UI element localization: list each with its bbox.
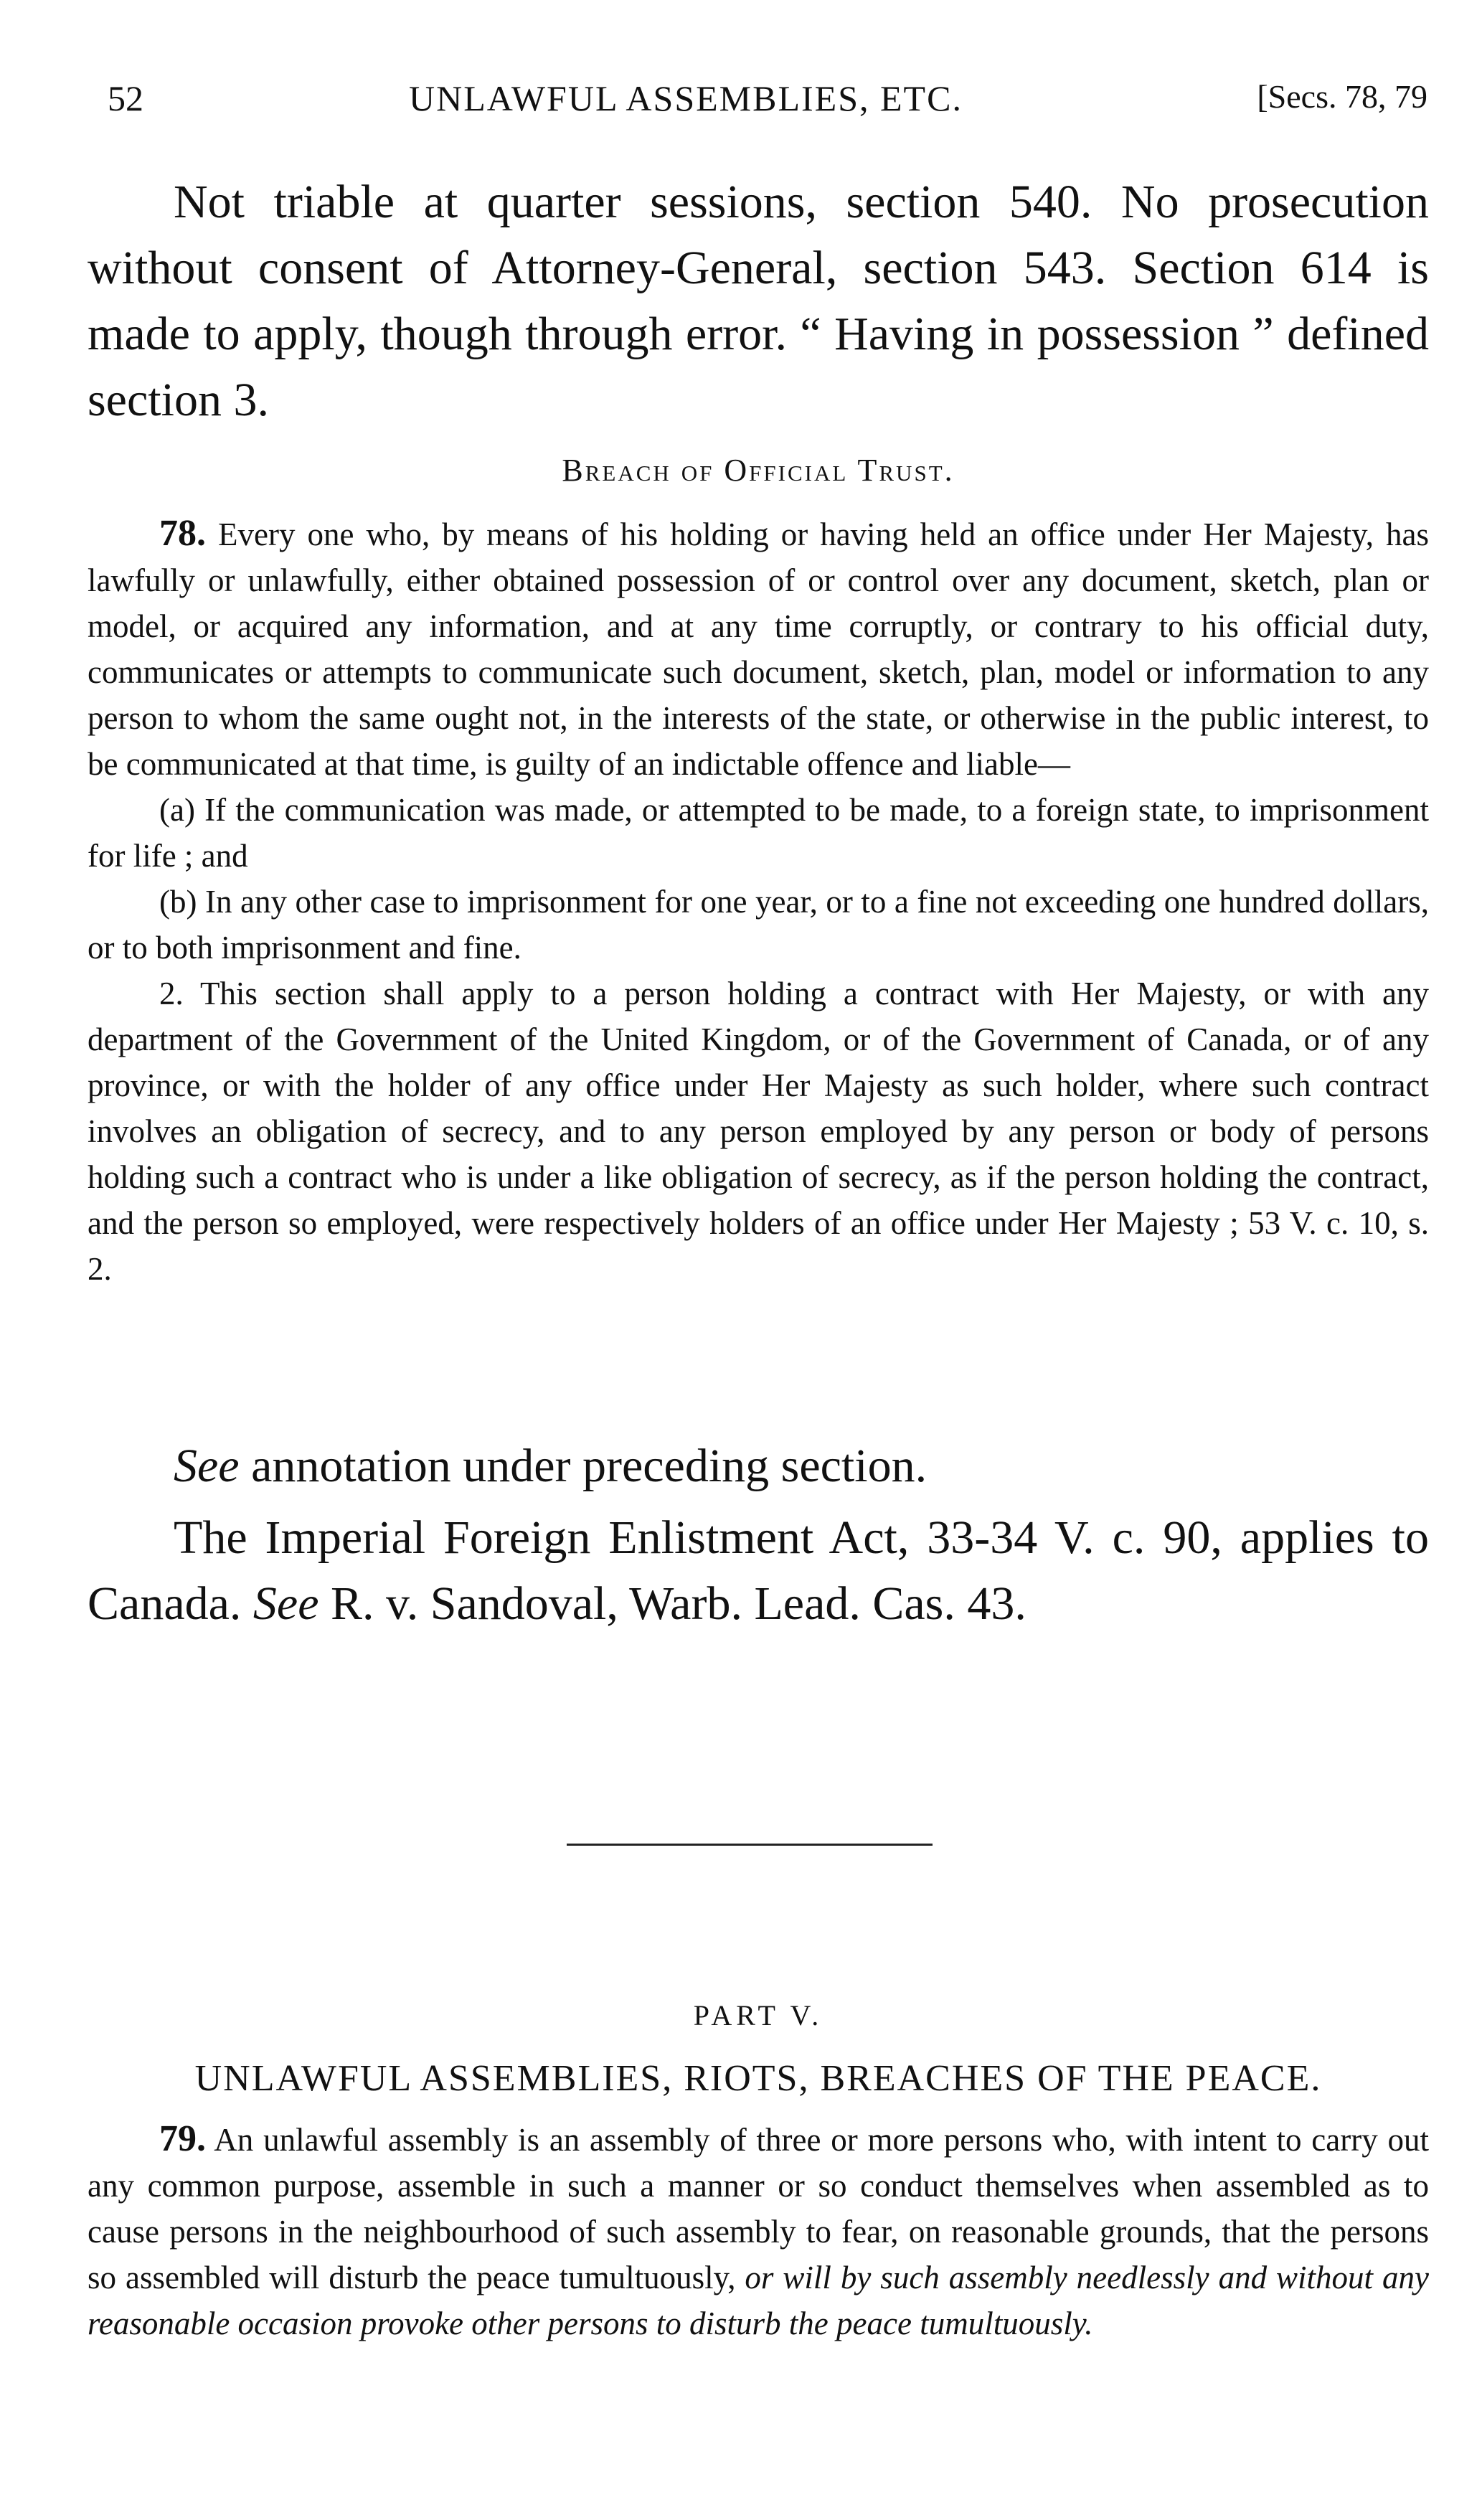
section-79-body (88, 2116, 1429, 2346)
intro-paragraph: Not triable at quarter sessions, section 540. No prosecution without consent of Attorney-General, section 543. Section 614 is made to apply, though through error. “ Having in possession ” defined section 3. (88, 176, 1429, 426)
annotation-2 (88, 1505, 1429, 1637)
section-78-number: 78. (159, 513, 206, 554)
page-number: 52 (108, 78, 143, 118)
running-title: UNLAWFUL ASSEMBLIES, ETC. (409, 78, 963, 118)
annotation-2-text-a: The Imperial Foreign Enlistment Act, 33-34 V. c. 90, applies to Canada. (88, 1511, 1429, 1630)
section-78-body (88, 511, 1429, 787)
annotation-2-see: See (252, 1577, 319, 1630)
section-range: [Secs. 78, 79 (1257, 78, 1427, 115)
annotation-1-text: annotation under preceding section. (239, 1440, 928, 1492)
section-78-subsection-2: 2. This section shall apply to a person holding a contract with Her Majesty, or with any department of the Government of the United Kingdom, or of the Government of Canada, or of any province, or with the holder of any office under Her Majesty as such holder, where such contract involves an obligation of secrecy, and to any person employed by any person or body of persons holding such a contract who is under a like obligation of secrecy, as if the person holding the contract, and the person so employed, were respectively holders of an office under Her Majesty ; 53 V. c. 10, s. 2. (88, 976, 1429, 1287)
annotation-1 (88, 1433, 1429, 1499)
annotation-1-see: See (174, 1440, 240, 1492)
section-78-text: Every one who, by means of his holding or having held an office under Her Majesty, has lawfully or unlawfully, either obtained possession of or control over any document, sketch, plan or model, or acquired any information, and at any time corruptly, or contrary to his official duty, communicates or attempts to communicate such document, sketch, plan, model or information to any person to whom the same ought not, in the interests of the state, or otherwise in the public interest, to be communicated at that time, is guilty of an indictable offence and liable— (88, 516, 1429, 782)
section-78-clause-a: (a) If the communication was made, or attempted to be made, to a foreign state, to imprisonment for life ; and (88, 792, 1429, 874)
annotations (88, 1433, 1429, 1637)
section-79-text: An unlawful assembly is an assembly of three or more persons who, with intent to carry out any common purpose, assemble in such a manner or so conduct themselves when assembled as to cause persons in the neighbourhood of such assembly to fear, on reasonable grounds, that the persons so assembled will disturb the peace tumultuously, (88, 2122, 1429, 2295)
running-header (108, 77, 1427, 128)
part-title: PART V. (693, 1999, 823, 2031)
heading-breach-of-official-trust: Breach of Official Trust. (562, 453, 955, 488)
part-heading: UNLAWFUL ASSEMBLIES, RIOTS, BREACHES OF THE PEACE. (194, 2058, 1322, 2099)
annotation-2-text-b: R. v. Sandoval, Warb. Lead. Cas. 43. (318, 1577, 1026, 1630)
section-79-number: 79. (159, 2118, 206, 2159)
section-78-clause-b: (b) In any other case to imprisonment for one year, or to a fine not exceeding one hundred dollars, or to both imprisonment and fine. (88, 884, 1429, 966)
intro-paragraph-block (88, 169, 1429, 433)
section-divider-rule (567, 1844, 933, 1846)
section-79 (88, 2116, 1429, 2346)
section-78 (88, 511, 1429, 1292)
section-79-italic-text: or will by such assembly needlessly and without any reasonable occasion provoke other persons to disturb the peace tumultuously. (88, 2260, 1429, 2341)
